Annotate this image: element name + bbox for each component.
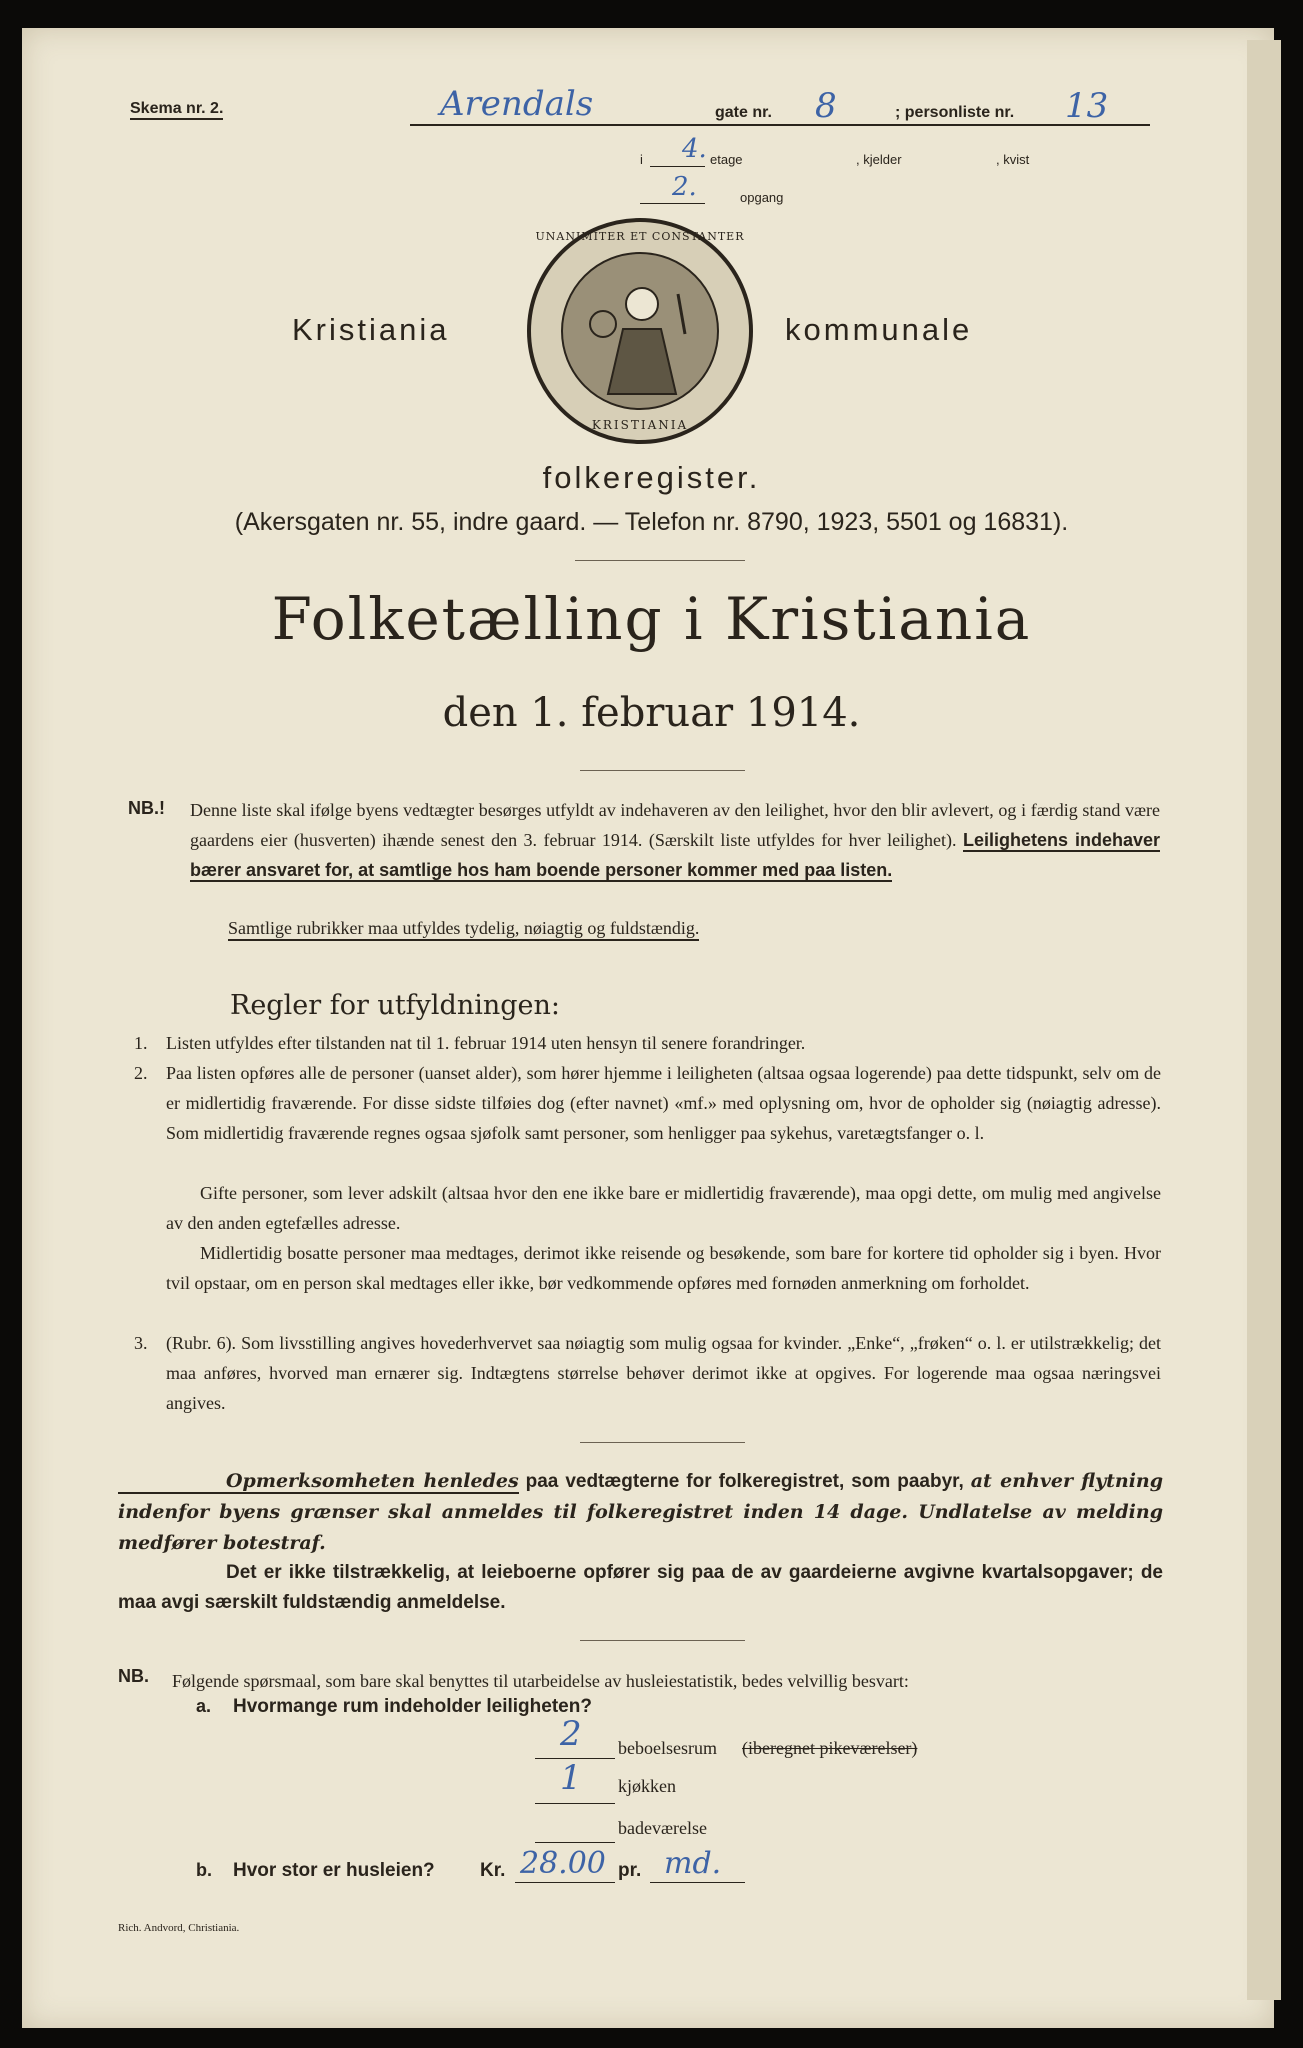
kitchen-value-handwritten: 1 xyxy=(560,1758,582,1798)
notice-italic: at enhver flytning indenfor byens grænser skal anmeldes til folkeregistret inden 14 dage. Undlatelse av melding medfører botestraf. xyxy=(118,1470,1164,1554)
opgang-label: opgang xyxy=(740,190,784,205)
street-name-handwritten: Arendals xyxy=(440,84,594,124)
bath-label: badeværelse xyxy=(618,1818,707,1838)
rooms-strike-note: (iberegnet pikeværelser) xyxy=(742,1738,918,1758)
header-underline xyxy=(410,124,1150,126)
rule-3-text: (Rubr. 6). Som livsstilling angives hovederhvervet saa nøiagtig som mulig ogsaa for kvinder. „Enke“, „frøken“ o. l. er utilstrækkelig; det maa anføres, hvorved man ernærer sig. Indtægtens størrelse behøver derimot ikke at opgives. For logerende maa ogsaa næringsvei angives. xyxy=(166,1333,1161,1413)
rent-value-handwritten: 28.00 xyxy=(520,1846,606,1881)
nb2-label: NB. xyxy=(118,1666,149,1686)
seal-city: KRISTIANIA xyxy=(591,418,689,432)
personliste-label: ; personliste nr. xyxy=(895,104,1015,121)
rule-3-num: 3. xyxy=(134,1333,148,1353)
kvist-label: , kvist xyxy=(996,152,1030,167)
kristiania-seal xyxy=(527,218,753,444)
org-address: (Akersgaten nr. 55, indre gaard. — Telefon nr. 8790, 1923, 5501 og 16831). xyxy=(234,508,1069,536)
skema-number: Skema nr. 2. xyxy=(130,100,223,120)
nb1-text: Denne liste skal ifølge byens vedtægter besørges utfyldt av indehaveren av den leilighet, hvor den blir avlevert, og i færdig stand være gaardens eier (husverten) ihænde senest den 3. februar 1914. (Særskilt liste utfyldes for hver leilighet). xyxy=(190,800,1160,850)
nb1-paragraph xyxy=(190,795,1160,885)
divider-3 xyxy=(580,1442,745,1443)
nb1-bold: Leilighetens indehaver bærer ansvaret for, at samtlige hos ham boende personer kommer med paa listen. xyxy=(190,830,1161,880)
notice-lead: Opmerksomheten henledes xyxy=(118,1470,519,1494)
nb1-label: NB.! xyxy=(128,798,165,818)
notice-paragraph xyxy=(118,1466,1163,1559)
b-question: Hvor stor er husleien? xyxy=(233,1860,435,1881)
a-question: Hvormange rum indeholder leiligheten? xyxy=(233,1696,592,1717)
kitchen-line xyxy=(535,1803,615,1804)
nb1-line2: Samtlige rubrikker maa utfyldes tydelig, nøiagtig og fuldstændig. xyxy=(228,918,699,941)
kitchen-label: kjøkken xyxy=(618,1776,676,1796)
rooms-label: beboelsesrum xyxy=(618,1738,717,1758)
rule-2-num: 2. xyxy=(134,1063,148,1083)
rule-2-text: Paa listen opføres alle de personer (uanset alder), som hører hjemme i leiligheten (altsaa ogsaa logerende) paa dette tidspunkt, selv om de er midlertidig fraværende. For disse sidste tilføies dog (efter navnet) «mf.» med oplysning om, hvor de opholder sig (nøiagtig adresse). Som midlertidig fraværende regnes ogsaa sjøfolk samt personer, som henligger paa sykehus, varetægtsfanger o. l. xyxy=(166,1063,1161,1143)
rule-1-text: Listen utfyldes efter tilstanden nat til 1. februar 1914 uten hensyn til senere forandringer. xyxy=(166,1033,806,1053)
rule-2c-text: Midlertidig bosatte personer maa medtages, derimot ikke reisende og besøkende, som bare for kortere tid opholder sig i byen. Hvor tvil opstaar, om en person skal medtages eller ikke, bør vedkommende opføres med fornøden anmerkning om forholdet. xyxy=(166,1243,1161,1293)
etage-label: etage xyxy=(710,152,743,167)
page-subtitle: den 1. februar 1914. xyxy=(442,690,861,736)
gate-number-handwritten: 8 xyxy=(815,86,837,126)
printer-imprint: Rich. Andvord, Christiania. xyxy=(118,1922,240,1934)
divider-2 xyxy=(580,770,745,771)
b-label: b. xyxy=(196,1860,212,1880)
seal-figure-icon xyxy=(563,254,721,412)
divider-4 xyxy=(580,1640,745,1641)
opgang-line xyxy=(640,203,705,204)
seal-ring-text: UNANIMITER ET CONSTANTER xyxy=(535,230,745,243)
seal-figure xyxy=(561,252,719,410)
bath-line xyxy=(535,1842,615,1843)
etage-line xyxy=(650,166,705,167)
org-left: Kristiania xyxy=(292,312,450,347)
rent-line xyxy=(515,1882,615,1883)
notice-text: paa vedtægterne for folkeregistret, som paabyr, xyxy=(525,1471,964,1492)
kjelder-label: , kjelder xyxy=(856,152,902,167)
rule-2b-text: Gifte personer, som lever adskilt (altsaa hvor den ene ikke bare er midlertidig fraværende), maa opgi dette, om mulig med angivelse av den anden egtefælles adresse. xyxy=(166,1183,1161,1233)
rules-heading: Regler for utfyldningen: xyxy=(230,990,560,1021)
period-line xyxy=(650,1882,745,1883)
gate-label: gate nr. xyxy=(715,104,772,121)
rooms-value-handwritten: 2 xyxy=(560,1714,582,1754)
period-value-handwritten: md. xyxy=(664,1846,722,1881)
org-under: folkeregister. xyxy=(542,460,761,495)
etage-value-handwritten: 4. xyxy=(682,134,707,164)
i-label: i xyxy=(640,152,643,167)
kr-label: Kr. xyxy=(480,1860,506,1881)
notice-para2: Det er ikke tilstrækkelig, at leieboerne opfører sig paa de av gaardeierne avgivne kvartalsopgaver; de maa avgi særskilt fuldstændig anmeldelse. xyxy=(118,1562,1163,1613)
page-edge xyxy=(1247,40,1281,2000)
personliste-number-handwritten: 13 xyxy=(1065,86,1109,126)
opgang-value-handwritten: 2. xyxy=(672,172,697,202)
page-title: Folketælling i Kristiania xyxy=(271,585,1032,653)
nb2-text: Følgende spørsmaal, som bare skal benyttes til utarbeidelse av husleiestatistik, bedes velvillig besvart: xyxy=(172,1671,909,1691)
org-right: kommunale xyxy=(785,312,973,347)
rule-1-num: 1. xyxy=(134,1033,148,1053)
pr-label: pr. xyxy=(618,1860,642,1881)
divider-1 xyxy=(575,560,745,561)
a-label: a. xyxy=(196,1696,212,1716)
